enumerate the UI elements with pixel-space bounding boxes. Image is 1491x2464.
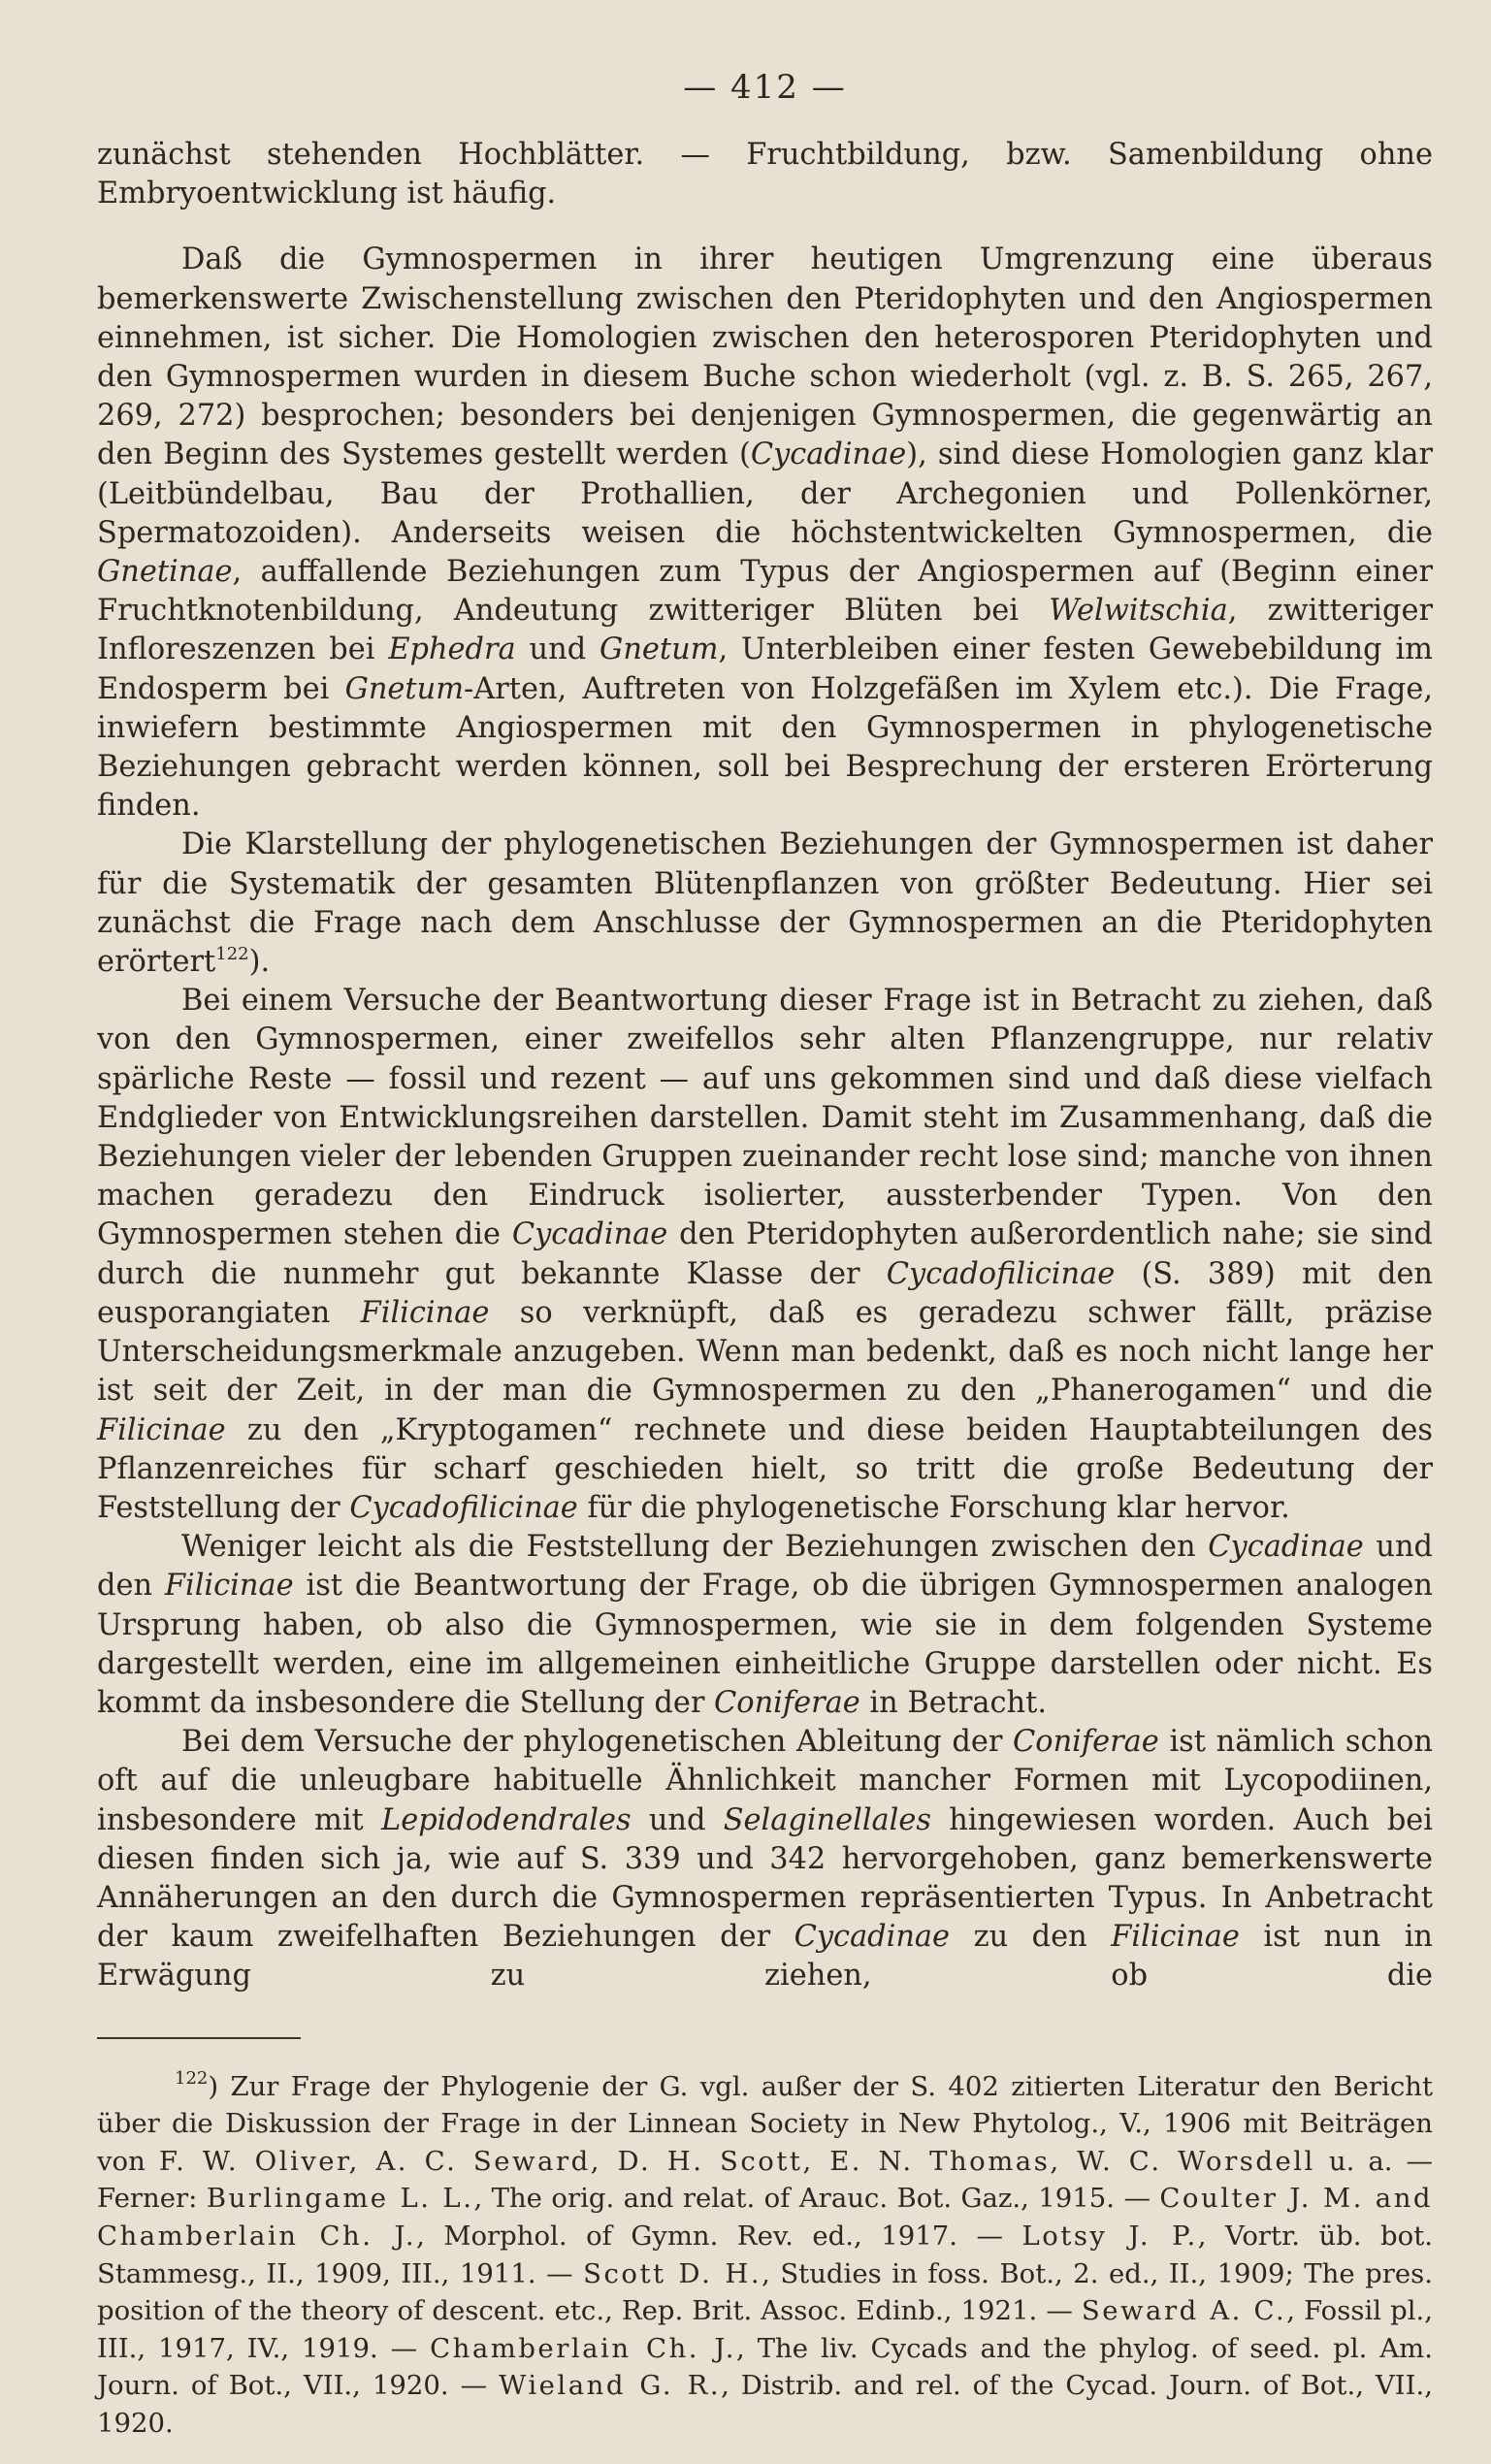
footnotes [97, 2068, 1433, 2443]
taxon-name: Ephedra [388, 632, 516, 667]
text-run: , Unterbleiben einer festen Gewebebildung im Endosperm bei [97, 632, 1434, 706]
footnote-ref: 122 [215, 944, 249, 965]
text-run: , Fossil pl., III., 1917, IV., 1919. — [97, 2295, 1433, 2364]
text-run: ist die Beantwortung der Frage, ob die übrigen Gymnospermen analogen Ursprung haben, ob also die Gymnospermen, wie sie in dem folgenden Systeme dargestellt werden, eine im allgemeinen einheitliche Gruppe darstellen oder nicht. Es kommt da insbesondere die Stellung der [97, 1569, 1433, 1720]
text-run: ) Zur Frage der Phylogenie der G. vgl. außer der S. 402 zitierten Literatur den Bericht über die Diskussion der Frage in der Linnean Society in New Phytolog., V., 1906 mit Beiträgen von [97, 2070, 1433, 2177]
footnote-122 [97, 2068, 1433, 2443]
text-run: , auffallende Beziehungen zum Typus der Angiospermen auf (Beginn einer Fruchtknotenbildung, Andeutung zwitteriger Blüten bei [97, 555, 1433, 629]
text-run: und den [97, 1530, 1433, 1604]
text-run: u. a. — Ferner: [97, 2145, 1433, 2215]
author-name: Lotsy J. P. [1021, 2220, 1198, 2252]
taxon-name: Filicinae [164, 1569, 294, 1604]
text-run: für die phylogenetische Forschung klar hervor. [577, 1490, 1290, 1525]
text-run: ist nämlich schon oft auf die unleugbare habituelle Ähnlichkeit mancher Formen mit Lycopodiinen, insbesondere mit [97, 1725, 1433, 1837]
text-run: , The liv. Cycads and the phylog. of seed. pl. Am. Journ. of Bot., VII., 1920. — [97, 2332, 1433, 2402]
text-run: -Arten, Auftreten von Holzgefäßen im Xylem etc.). Die Frage, inwiefern bestimmte Angiospermen mit den Gymnospermen in phylogenetische Beziehungen gebracht werden können, soll bei Besprechung der ersteren Erörterung finden. [97, 671, 1433, 824]
text-run: Bei dem Versuche der phylogenetischen Ableitung der [181, 1725, 1014, 1760]
text-run: in Betracht. [859, 1685, 1048, 1720]
text-run: und [631, 1802, 724, 1837]
text-run: zunächst stehenden Hochblätter. — Fruchtbildung, bzw. Samenbildung ohne Embryoentwicklung ist häufig. [97, 138, 1433, 211]
text-run: , Vortr. üb. bot. Stammesg., II., 1909, III., 1911. — [97, 2220, 1433, 2289]
text-run: ). [248, 945, 271, 980]
taxon-name: Cycadinae [794, 1920, 951, 1955]
text-run: zu den „Kryptogamen“ rechnete und diese beiden Hauptabteilungen des Pflanzenreiches für scharf geschieden hielt, so tritt die große Bedeutung der Feststellung der [97, 1412, 1433, 1525]
text-run: , Distrib. and rel. of the Cycad. Journ. of Bot., VII., 1920. [97, 2370, 1433, 2439]
taxon-name: Filicinae [1111, 1920, 1240, 1955]
text-run: , The orig. and relat. of Arauc. Bot. Gaz., 1915. — [473, 2183, 1160, 2215]
paragraph [97, 982, 1433, 1528]
text-run: , Morphol. of Gymn. Rev. ed., 1917. — [416, 2220, 1022, 2252]
taxon-name: Cycadofilicinae [349, 1490, 578, 1525]
taxon-name: Gnetinae [97, 555, 233, 590]
footnote-ref: 122 [175, 2067, 209, 2089]
taxon-name: Gnetum [600, 632, 719, 667]
paragraph [97, 241, 1433, 826]
text-run: ), sind diese Homologien ganz klar (Leitbündelbau, Bau der Prothallien, der Archegonien und Pollenkörner, Spermatozoiden). Anderseits weisen die höchstentwickelten Gymnospermen, die [97, 438, 1433, 550]
taxon-name: Selaginellales [723, 1802, 931, 1837]
paragraph [97, 826, 1433, 982]
taxon-name: Cycadinae [1208, 1530, 1364, 1565]
taxon-name: Lepidodendrales [381, 1802, 632, 1837]
author-name: Seward A. C. [1081, 2295, 1287, 2327]
author-name: Coulter J. M. and Chamberlain Ch. J. [97, 2183, 1434, 2252]
text-run: den Pteridophyten außerordentlich nahe; sie sind durch die nunmehr gut bekannte Klasse der [97, 1217, 1434, 1291]
footnote-separator [97, 2037, 301, 2039]
text-run: hingewiesen worden. Auch bei diesen finden sich ja, wie auf S. 339 und 342 hervorgehoben, ganz bemerkenswerte Annäherungen an den durch die Gymnospermen repräsentierten Typus. In Anbetracht der kaum zweifelhaften Beziehungen der [97, 1802, 1433, 1955]
paragraph [97, 1723, 1433, 1995]
taxon-name: Cycadinae [511, 1217, 668, 1252]
text-run: Weniger leicht als die Feststellung der Beziehungen zwischen den [181, 1530, 1209, 1565]
taxon-name: Cycadinae [750, 438, 907, 472]
text-run: zu den [950, 1920, 1112, 1955]
text-run: so verknüpft, daß es geradezu schwer fällt, präzise Unterscheidungsmerkmale anzugeben. Wenn man bedenkt, daß es noch nicht lange her ist seit der Zeit, in der man die Gymnospermen zu den „Phanerogamen“ und die [97, 1295, 1433, 1409]
author-name: Wieland G. R. [499, 2370, 722, 2402]
author-name: Burlingame L. L. [206, 2183, 474, 2215]
taxon-name: Cycadofilicinae [886, 1256, 1116, 1291]
taxon-name: Filicinae [97, 1412, 226, 1447]
text-run: , zwitteriger Infloreszenzen bei [97, 594, 1433, 667]
taxon-name: Gnetum [344, 671, 465, 706]
taxon-name: Coniferae [1013, 1725, 1159, 1760]
text-run: , Studies in foss. Bot., 2. ed., II., 1909; The pres. position of the theory of descent. etc., Rep. Brit. Assoc. Edinb., 1921. — [97, 2257, 1433, 2327]
author-name: Scott D. H. [583, 2257, 762, 2289]
paragraph [97, 1528, 1433, 1723]
page-number: — 412 — [683, 68, 847, 107]
text-run: (S. 389) mit den eusporangiaten [97, 1256, 1433, 1330]
text-run: ist nun in Erwägung zu ziehen, ob die [97, 1920, 1433, 1994]
paragraph [97, 136, 1433, 213]
text-run: Die Klarstellung der phylogenetischen Beziehungen der Gymnospermen ist daher für die Systematik der gesamten Blütenpflanzen von größter Bedeutung. Hier sei zunächst die Frage nach dem Anschlusse der Gymnospermen an die Pteridophyten erörtert [97, 827, 1433, 980]
author-name: F. W. Oliver, A. C. Seward, D. H. Scott, E. N. Thomas, W. C. Worsdell [158, 2145, 1315, 2177]
text-run: Bei einem Versuche der Beantwortung dieser Frage ist in Betracht zu ziehen, daß von den Gymnospermen, einer zweifellos sehr alten Pflanzengruppe, nur relativ spärliche Reste — fossil und rezent — auf uns gekommen sind und daß diese vielfach Endglieder von Entwicklungsreihen darstellen. Damit steht im Zusammenhang, daß die Beziehungen vieler der lebenden Gruppen zueinander recht lose sind; manche von ihnen machen geradezu den Eindruck isolierter, aussterbender Typen. Von den Gymnospermen stehen die [97, 984, 1433, 1252]
main-text [97, 136, 1433, 1996]
taxon-name: Filicinae [360, 1295, 490, 1330]
taxon-name: Coniferae [714, 1685, 860, 1720]
text-run: Daß die Gymnospermen in ihrer heutigen Umgrenzung eine überaus bemerkenswerte Zwischenstellung zwischen den Pteridophyten und den Angiospermen einnehmen, ist sicher. Die Homologien zwischen den heterosporen Pteridophyten und den Gymnospermen wurden in diesem Buche schon wiederholt (vgl. z. B. S. 265, 267, 269, 272) besprochen; besonders bei denjenigen Gymnospermen, die gegenwärtig an den Beginn des Systemes gestellt werden ( [97, 243, 1433, 472]
author-name: Chamberlain Ch. J. [430, 2332, 737, 2364]
text-run: und [515, 632, 600, 667]
taxon-name: Welwitschia [1049, 594, 1228, 629]
